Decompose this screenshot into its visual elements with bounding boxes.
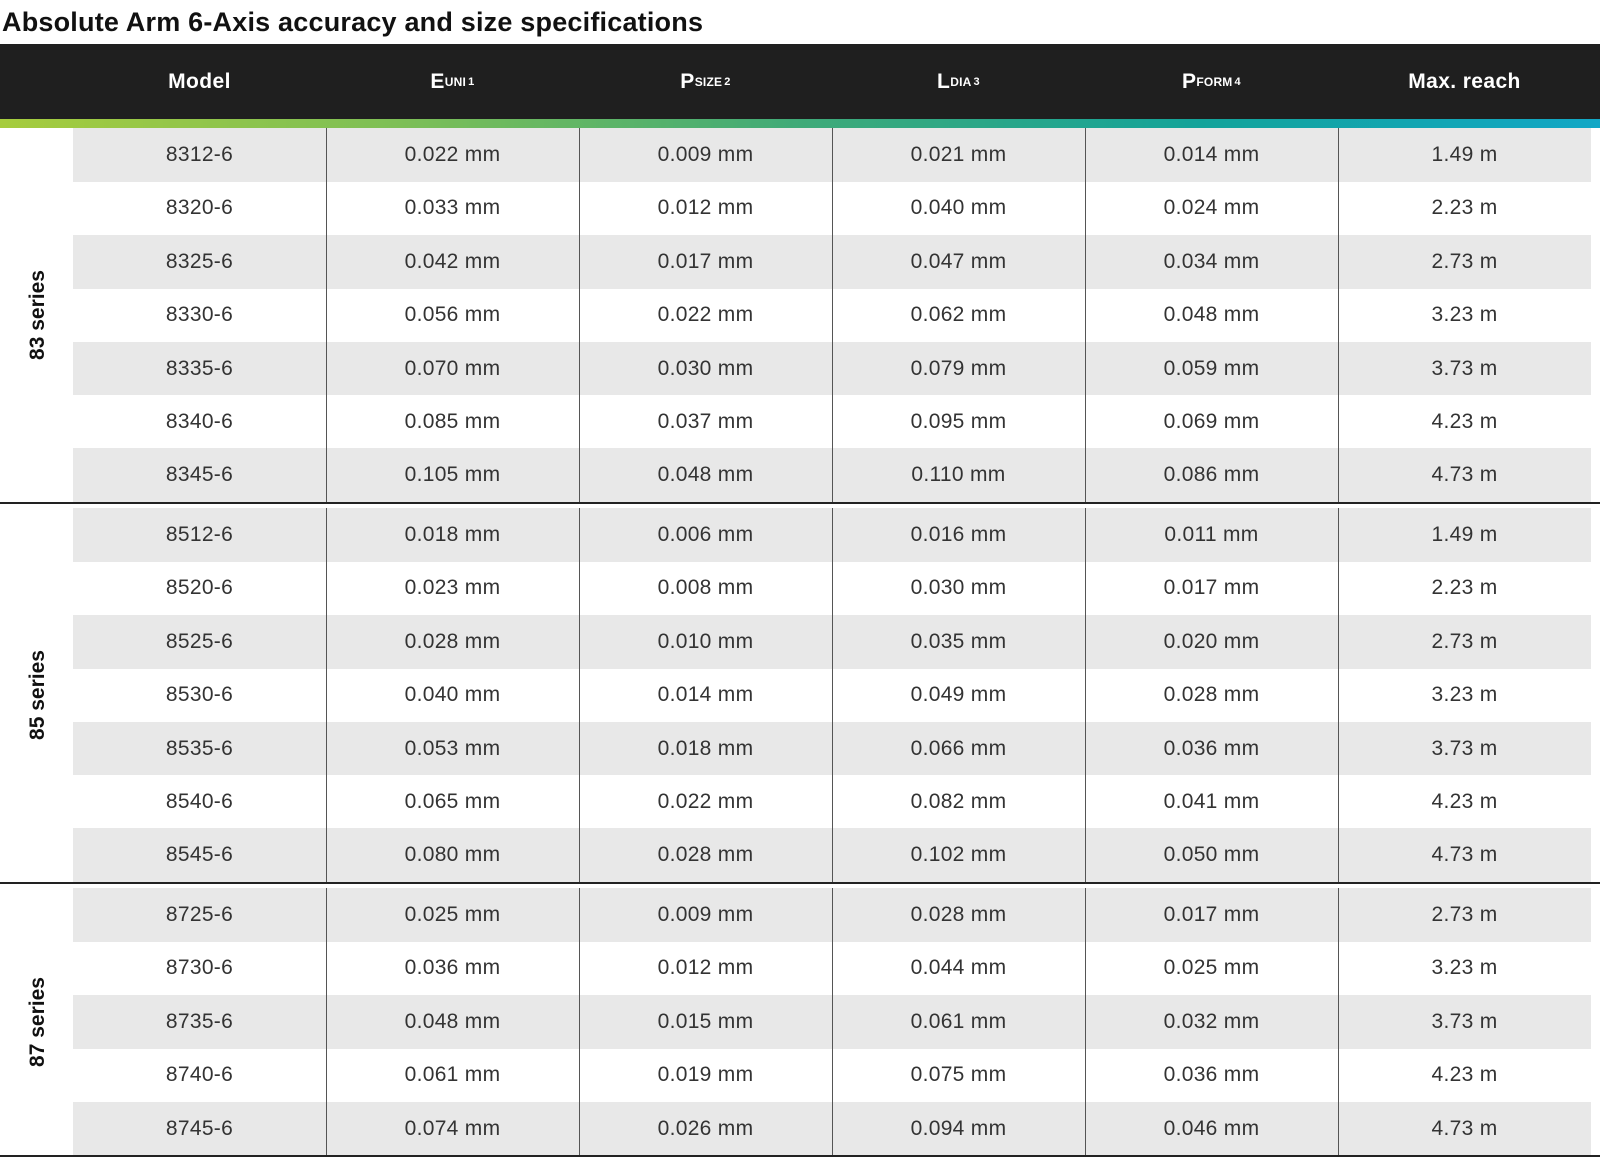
max-reach-cell: 2.73 m	[1338, 888, 1591, 942]
column-divider	[1085, 508, 1086, 882]
column-header-euni: E UNI 1	[430, 69, 475, 93]
model-cell: 8740-6	[165, 1063, 234, 1087]
psize-cell: 0.010 mm	[579, 615, 832, 669]
euni-cell: 0.070 mm	[326, 342, 579, 396]
euni-cell: 0.033 mm	[404, 196, 501, 220]
psize-cell: 0.030 mm	[579, 342, 832, 396]
pform-cell: 0.036 mm	[1163, 1063, 1260, 1087]
model-cell: 8312-6	[73, 128, 326, 182]
ldia-cell: 0.016 mm	[832, 508, 1085, 562]
column-divider	[832, 888, 833, 1155]
max-reach-cell: 1.49 m	[1338, 508, 1591, 562]
max-reach-cell: 2.73 m	[1338, 235, 1591, 289]
max-reach-cell: 4.23 m	[1431, 789, 1498, 813]
series-label	[18, 888, 58, 1155]
model-cell: 8545-6	[73, 828, 326, 882]
euni-cell: 0.065 mm	[404, 789, 501, 813]
psize-cell: 0.009 mm	[579, 888, 832, 942]
psize-cell: 0.037 mm	[657, 409, 754, 433]
euni-cell: 0.056 mm	[404, 303, 501, 327]
model-cell: 8340-6	[165, 409, 234, 433]
euni-cell: 0.105 mm	[326, 448, 579, 502]
euni-cell: 0.080 mm	[326, 828, 579, 882]
series-label-text: 83 series	[26, 269, 50, 360]
ldia-cell: 0.079 mm	[832, 342, 1085, 396]
column-header-psize: P SIZE 2	[680, 69, 731, 93]
ldia-cell: 0.095 mm	[910, 409, 1007, 433]
series-label	[18, 128, 58, 502]
ldia-cell: 0.066 mm	[832, 722, 1085, 776]
column-divider	[579, 508, 580, 882]
page-title: Absolute Arm 6-Axis accuracy and size specifications	[2, 7, 704, 37]
model-cell: 8735-6	[73, 995, 326, 1049]
series-label	[18, 508, 58, 882]
max-reach-cell: 4.23 m	[1431, 1063, 1498, 1087]
max-reach-cell: 3.23 m	[1431, 683, 1498, 707]
model-cell: 8530-6	[165, 683, 234, 707]
column-header-model: Model	[168, 69, 231, 93]
pform-cell: 0.059 mm	[1085, 342, 1338, 396]
psize-cell: 0.009 mm	[579, 128, 832, 182]
max-reach-cell: 3.73 m	[1338, 995, 1591, 1049]
ldia-cell: 0.030 mm	[910, 576, 1007, 600]
column-divider	[1338, 508, 1339, 882]
pform-cell: 0.086 mm	[1085, 448, 1338, 502]
column-divider	[1085, 128, 1086, 502]
euni-cell: 0.028 mm	[326, 615, 579, 669]
model-cell: 8745-6	[73, 1102, 326, 1156]
max-reach-cell: 1.49 m	[1338, 128, 1591, 182]
psize-cell: 0.028 mm	[579, 828, 832, 882]
psize-cell: 0.008 mm	[657, 576, 754, 600]
max-reach-cell: 2.23 m	[1431, 576, 1498, 600]
max-reach-cell: 2.23 m	[1431, 196, 1498, 220]
pform-cell: 0.041 mm	[1163, 789, 1260, 813]
column-divider	[579, 888, 580, 1155]
psize-cell: 0.022 mm	[657, 789, 754, 813]
euni-cell: 0.074 mm	[326, 1102, 579, 1156]
euni-cell: 0.040 mm	[404, 683, 501, 707]
series-label-text: 87 series	[26, 976, 50, 1067]
ldia-cell: 0.061 mm	[832, 995, 1085, 1049]
pform-cell: 0.048 mm	[1163, 303, 1260, 327]
pform-cell: 0.014 mm	[1085, 128, 1338, 182]
max-reach-cell: 3.73 m	[1338, 342, 1591, 396]
psize-cell: 0.006 mm	[579, 508, 832, 562]
ldia-cell: 0.094 mm	[832, 1102, 1085, 1156]
ldia-cell: 0.075 mm	[910, 1063, 1007, 1087]
pform-cell: 0.020 mm	[1085, 615, 1338, 669]
psize-cell: 0.017 mm	[579, 235, 832, 289]
model-cell: 8345-6	[73, 448, 326, 502]
model-cell: 8335-6	[73, 342, 326, 396]
psize-cell: 0.026 mm	[579, 1102, 832, 1156]
column-header-pform: P FORM 4	[1181, 69, 1242, 93]
psize-cell: 0.022 mm	[657, 303, 754, 327]
euni-cell: 0.025 mm	[326, 888, 579, 942]
pform-cell: 0.046 mm	[1085, 1102, 1338, 1156]
max-reach-cell: 4.73 m	[1338, 1102, 1591, 1156]
group-separator	[0, 882, 1600, 884]
max-reach-cell: 4.73 m	[1338, 828, 1591, 882]
column-divider	[1338, 128, 1339, 502]
ldia-cell: 0.062 mm	[910, 303, 1007, 327]
column-divider	[1085, 888, 1086, 1155]
model-cell: 8512-6	[73, 508, 326, 562]
group-separator	[0, 1155, 1600, 1157]
ldia-cell: 0.102 mm	[832, 828, 1085, 882]
pform-cell: 0.036 mm	[1085, 722, 1338, 776]
euni-cell: 0.061 mm	[404, 1063, 501, 1087]
model-cell: 8730-6	[165, 956, 234, 980]
column-divider	[326, 888, 327, 1155]
column-divider	[326, 128, 327, 502]
psize-cell: 0.012 mm	[657, 956, 754, 980]
model-cell: 8525-6	[73, 615, 326, 669]
max-reach-cell: 4.23 m	[1431, 409, 1498, 433]
ldia-cell: 0.110 mm	[832, 448, 1085, 502]
psize-cell: 0.018 mm	[579, 722, 832, 776]
psize-cell: 0.019 mm	[657, 1063, 754, 1087]
model-cell: 8325-6	[73, 235, 326, 289]
euni-cell: 0.023 mm	[404, 576, 501, 600]
column-header-max-reach: Max. reach	[1408, 69, 1521, 93]
pform-cell: 0.069 mm	[1163, 409, 1260, 433]
pform-cell: 0.028 mm	[1163, 683, 1260, 707]
column-divider	[832, 508, 833, 882]
max-reach-cell: 3.23 m	[1431, 956, 1498, 980]
model-cell: 8330-6	[165, 303, 234, 327]
ldia-cell: 0.049 mm	[910, 683, 1007, 707]
model-cell: 8320-6	[165, 196, 234, 220]
header-accent-bar	[0, 119, 1600, 128]
euni-cell: 0.048 mm	[326, 995, 579, 1049]
ldia-cell: 0.047 mm	[832, 235, 1085, 289]
euni-cell: 0.018 mm	[326, 508, 579, 562]
max-reach-cell: 2.73 m	[1338, 615, 1591, 669]
model-cell: 8725-6	[73, 888, 326, 942]
ldia-cell: 0.082 mm	[910, 789, 1007, 813]
psize-cell: 0.048 mm	[579, 448, 832, 502]
pform-cell: 0.050 mm	[1085, 828, 1338, 882]
model-cell: 8540-6	[165, 789, 234, 813]
model-cell: 8520-6	[165, 576, 234, 600]
ldia-cell: 0.035 mm	[832, 615, 1085, 669]
ldia-cell: 0.028 mm	[832, 888, 1085, 942]
euni-cell: 0.042 mm	[326, 235, 579, 289]
psize-cell: 0.014 mm	[657, 683, 754, 707]
column-divider	[1338, 888, 1339, 1155]
model-cell: 8535-6	[73, 722, 326, 776]
pform-cell: 0.017 mm	[1085, 888, 1338, 942]
group-separator	[0, 502, 1600, 504]
ldia-cell: 0.021 mm	[832, 128, 1085, 182]
max-reach-cell: 3.73 m	[1338, 722, 1591, 776]
euni-cell: 0.036 mm	[404, 956, 501, 980]
column-divider	[579, 128, 580, 502]
column-divider	[832, 128, 833, 502]
pform-cell: 0.011 mm	[1085, 508, 1338, 562]
ldia-cell: 0.040 mm	[910, 196, 1007, 220]
pform-cell: 0.017 mm	[1163, 576, 1260, 600]
ldia-cell: 0.044 mm	[910, 956, 1007, 980]
column-header-ldia: L DIA 3	[936, 69, 981, 93]
euni-cell: 0.085 mm	[404, 409, 501, 433]
pform-cell: 0.024 mm	[1163, 196, 1260, 220]
euni-cell: 0.022 mm	[326, 128, 579, 182]
max-reach-cell: 3.23 m	[1431, 303, 1498, 327]
series-label-text: 85 series	[26, 649, 50, 740]
pform-cell: 0.034 mm	[1085, 235, 1338, 289]
psize-cell: 0.015 mm	[579, 995, 832, 1049]
euni-cell: 0.053 mm	[326, 722, 579, 776]
column-divider	[326, 508, 327, 882]
psize-cell: 0.012 mm	[657, 196, 754, 220]
pform-cell: 0.032 mm	[1085, 995, 1338, 1049]
max-reach-cell: 4.73 m	[1338, 448, 1591, 502]
pform-cell: 0.025 mm	[1163, 956, 1260, 980]
